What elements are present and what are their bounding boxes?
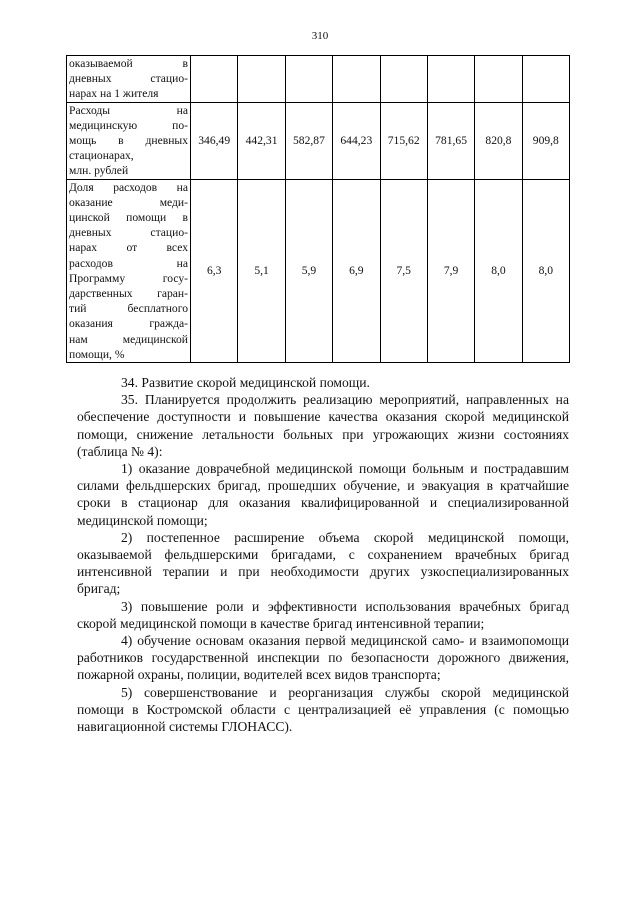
- list-item: 4) обучение основам оказания первой медицинской само- и взаимопомощи работников государственной инспекции по безопасности дорожного движения, пожарной охраны, полиции, водителей всех видов транспорта;: [77, 633, 569, 683]
- value-cell: [238, 56, 285, 103]
- table-row: [67, 56, 570, 103]
- value-cell: 715,62: [380, 102, 427, 179]
- label-line: дневных стацио-: [69, 72, 188, 86]
- value-cell: 582,87: [285, 102, 332, 179]
- value-cell: [475, 56, 522, 103]
- value-cell: 781,65: [427, 102, 474, 179]
- value-cell: 8,0: [522, 179, 569, 362]
- list-item: 2) постепенное расширение объема скорой медицинской помощи, оказываемой фельдшерскими бригадами, с сохранением врачебных бригад интенсивной терапии и при необходимости других узкоспециализированных бригад;: [77, 529, 569, 597]
- value-cell: [427, 56, 474, 103]
- body-text: [77, 374, 569, 735]
- value-cell: 909,8: [522, 102, 569, 179]
- data-table: [66, 55, 570, 363]
- label-line: дневных стацио-: [69, 226, 188, 240]
- value-cell: 6,3: [191, 179, 238, 362]
- page-number: 310: [311, 30, 329, 42]
- value-cell: 644,23: [333, 102, 380, 179]
- list-item: 3) повышение роли и эффективности использования врачебных бригад скорой медицинской помощи в качестве бригад интенсивной терапии;: [77, 598, 569, 631]
- section-heading: 34. Развитие скорой медицинской помощи.: [121, 375, 370, 390]
- label-line: помощи, %: [69, 347, 125, 361]
- value-cell: [333, 56, 380, 103]
- value-cell: [522, 56, 569, 103]
- paragraph: 35. Планируется продолжить реализацию мероприятий, направленных на обеспечение доступности и повышение качества оказания скорой медицинской помощи, снижение летальности больных при угрожающих жизни состояниях (таблица № 4):: [77, 392, 569, 459]
- value-cell: 5,9: [285, 179, 332, 362]
- value-cell: 820,8: [475, 102, 522, 179]
- label-line: оказываемой в: [69, 57, 188, 70]
- label-line: нам медицинской: [69, 332, 188, 346]
- value-cell: 7,5: [380, 179, 427, 362]
- value-cell: 6,9: [333, 179, 380, 362]
- value-cell: 442,31: [238, 102, 285, 179]
- value-cell: 8,0: [475, 179, 522, 362]
- table-row: [67, 102, 570, 179]
- row-label-cell: [67, 56, 191, 103]
- label-line: Доля расходов на: [69, 180, 188, 194]
- label-line: стационарах,: [69, 149, 134, 163]
- label-line: Расходы на: [69, 103, 188, 117]
- value-cell: [285, 56, 332, 103]
- label-line: цинской помощи в: [69, 211, 188, 225]
- value-cell: 5,1: [238, 179, 285, 362]
- list-item: 5) совершенствование и реорганизация службы скорой медицинской помощи в Костромской области с централизацией её управления (с помощью навигационной системы ГЛОНАСС).: [77, 684, 569, 735]
- value-cell: 346,49: [191, 102, 238, 179]
- label-line: нарах на 1 жителя: [69, 87, 159, 101]
- value-cell: [191, 56, 238, 103]
- label-line: оказания гражда-: [69, 317, 188, 331]
- label-line: Программу госу-: [69, 271, 188, 285]
- label-line: расходов на: [69, 256, 188, 270]
- value-cell: 7,9: [427, 179, 474, 362]
- value-cell: [380, 56, 427, 103]
- label-line: млн. рублей: [69, 164, 129, 178]
- label-line: тий бесплатного: [69, 302, 188, 316]
- label-line: дарственных гаран-: [69, 287, 188, 301]
- label-line: медицинскую по-: [69, 118, 188, 132]
- table-row: [67, 179, 570, 362]
- row-label-cell: [67, 179, 191, 362]
- row-label-cell: [67, 102, 191, 179]
- label-line: мощь в дневных: [69, 134, 188, 148]
- label-line: оказание меди-: [69, 195, 188, 209]
- label-line: нарах от всех: [69, 241, 188, 255]
- list-item: 1) оказание доврачебной медицинской помощи больным и пострадавшим силами фельдшерских бригад, прошедших обучение, и эвакуация в кратчайшие сроки в стационар для оказания квалифицированной и специализированной медицинской помощи;: [77, 461, 569, 528]
